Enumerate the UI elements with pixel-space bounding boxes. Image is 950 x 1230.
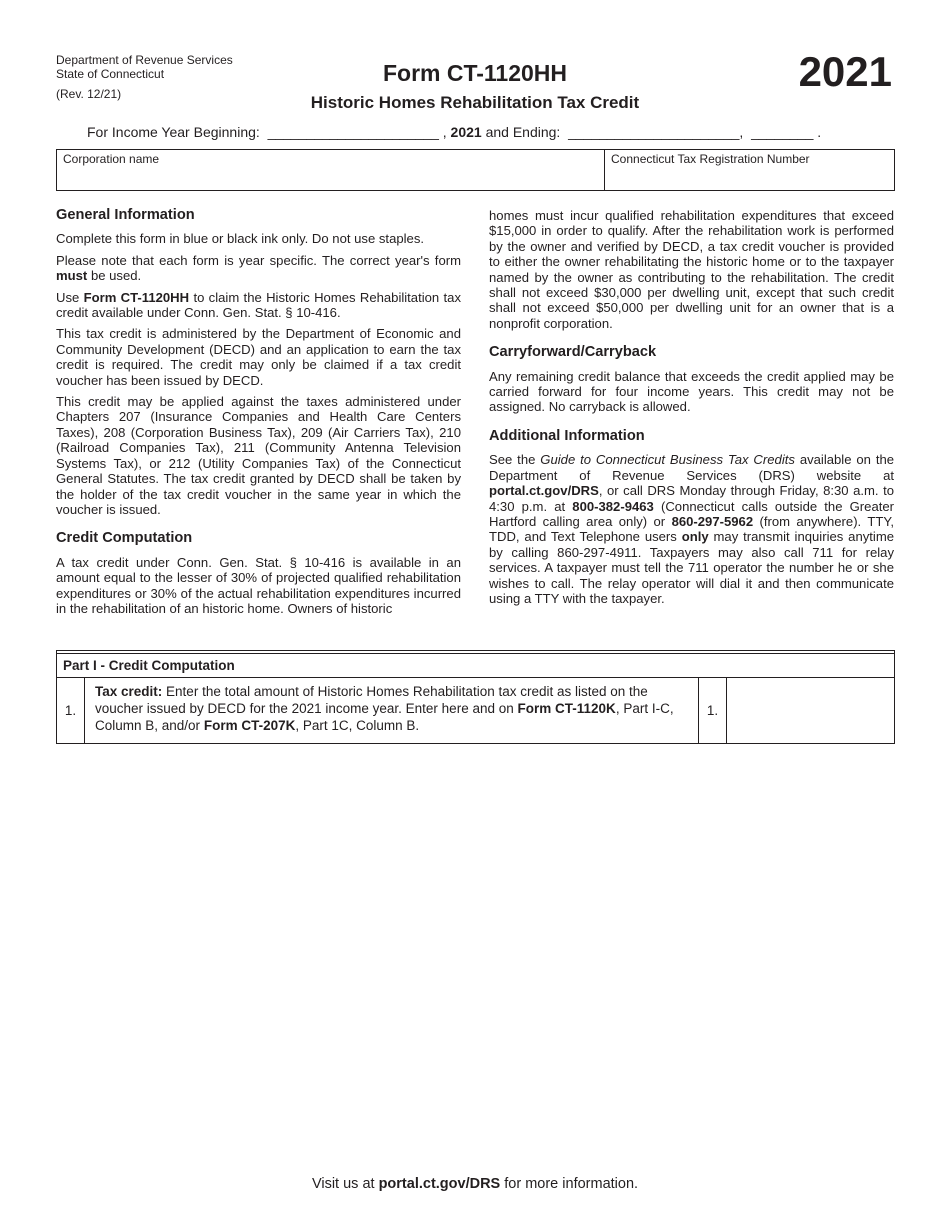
form-year: 2021 [798,48,892,95]
table-row [57,678,894,743]
form-subtitle: Historic Homes Rehabilitation Tax Credit [310,93,640,112]
state-name: State of Connecticut [56,67,165,81]
additional-info-heading: Additional Information [489,427,645,444]
footer-portal-link[interactable]: portal.ct.gov/DRS [378,1176,501,1192]
income-year-prefix: For Income Year Beginning: [87,124,260,140]
tax-credit-amount-field[interactable] [727,678,894,743]
general-info-heading: General Information [56,207,195,223]
general-info-p2: Please note that each form is year specific. The correct year's form must be used. [56,252,461,284]
line-number-right: 1. [699,678,727,743]
general-info-p1: Complete this form in blue or black ink only. Do not use staples. [56,231,425,247]
phone-number-1: 800-382-9463 [572,498,654,514]
general-info-p5: This credit may be applied against the taxes administered under Chapters 207 (Insurance Companies and Health Care Centers Taxes), 208 (Corporation Business Tax), 209 (Air Carriers Tax), 210 (Railroad Companies Tax), 211 (Community Antenna Television Systems Tax), or 212 (Utility Companies Tax) of the Connecticut General Statutes. The tax credit granted by DECD shall be taken by the holder of the tax credit voucher in the same year in which the voucher is issued. [56,394,461,517]
footer: Visit us at portal.ct.gov/DRS for more information. [311,1176,639,1192]
carryforward-heading: Carryforward/Carryback [489,344,657,361]
agency-name: Department of Revenue Services [56,53,233,67]
form-title: Form CT-1120HH [382,60,568,86]
drs-portal-link[interactable]: portal.ct.gov/DRS [489,483,599,499]
phone-number-2: 860-297-5962 [671,513,754,529]
corporation-name-label: Corporation name [63,152,160,166]
instructions-left-column [56,208,461,622]
part-1-heading: Part I - Credit Computation [57,653,894,678]
tax-registration-field[interactable] [605,150,894,190]
revision-date: (Rev. 12/21) [56,87,122,101]
general-info-p3: Use Form CT-1120HH to claim the Historic Homes Rehabilitation tax credit available under Conn. Gen. Stat. § 10-416. [56,289,461,321]
income-year-end-field[interactable]: ______________________, [568,124,744,140]
credit-computation-p1-cont: homes must incur qualified rehabilitation expenditures that exceed $15,000 in order to qualify. After the rehabilitation work is performed by the owner and verified by DECD, a tax credit voucher is provided to either the owner rehabilitating the historic home or to the taxpayer named by the owner as contributing to the rehabilitation. The credit shall not exceed $30,000 per dwelling unit, except that such credit shall not exceed $50,000 per dwelling unit for an owner that is a nonprofit corporation. [489,208,894,331]
corporation-name-field[interactable] [57,150,605,190]
additional-info-p1: See the Guide to Connecticut Business Tax Credits available on the Department of Revenue Services (DRS) website at portal.ct.gov/DRS, or call DRS Monday through Friday, 8:30 a.m. to 4:30 p.m. at 800-382-9463 (Connecticut calls outside the Greater Hartford calling area only) or 860-297-5962 (from anywhere). TTY, TDD, and Text Telephone users only may transmit inquiries anytime by calling 860-297-4911. Taxpayers may also call 711 for relay services. A taxpayer must tell the 711 operator the number he or she wishes to call. The relay operator will dial it and then communicate using a TTY with the taxpayer. [489,452,895,606]
income-year-line [87,124,821,140]
line-number: 1. [57,678,85,743]
credit-computation-heading: Credit Computation [56,530,193,547]
instructions-right-column [489,208,894,612]
tax-registration-label: Connecticut Tax Registration Number [611,152,810,166]
income-year-value: 2021 [450,124,482,140]
income-year-ending-label: and Ending: [485,124,561,140]
credit-computation-p1: A tax credit under Conn. Gen. Stat. § 10-416 is available in an amount equal to the lesser of 30% of projected qualified rehabilitation expenditures or 30% of the actual rehabilitation expenditures incurred in the rehabilitation of an historic home. Owners of historic [56,554,461,616]
carryforward-p1: Any remaining credit balance that exceeds the credit applied may be carried forward for four income years. This credit may not be assigned. No carryback is allowed. [489,368,894,415]
income-year-begin-field[interactable]: ______________________ [267,124,439,140]
income-year-end-year-field[interactable]: ________ . [751,124,822,140]
general-info-p4: This tax credit is administered by the Department of Economic and Community Development (DECD) and an application to earn the tax credit is required. The credit may only be claimed if a tax credit voucher has been issued by DECD. [56,326,461,388]
line-1-description: Tax credit: Enter the total amount of Historic Homes Rehabilitation tax credit as listed on the voucher issued by DECD for the 2021 income year. Enter here and on Form CT-1120K, Part I-C, Column B, and/or Form CT-207K, Part 1C, Column B. [85,678,699,743]
part-1-table [56,650,895,744]
taxpayer-id-box [56,149,895,191]
income-year-comma: , [442,124,447,140]
